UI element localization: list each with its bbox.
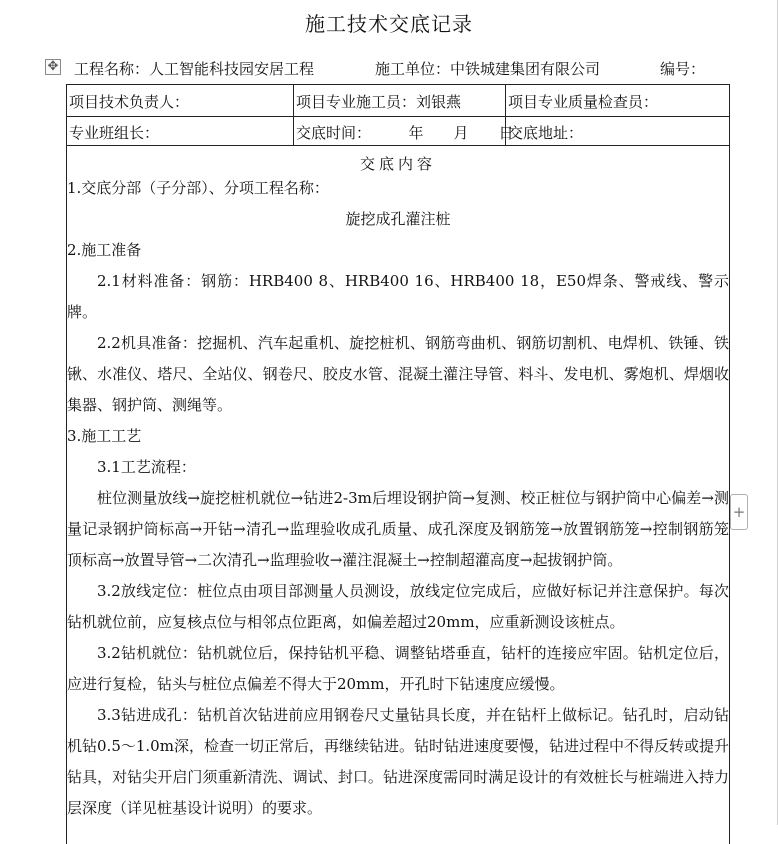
row-divider	[67, 116, 729, 117]
column-divider	[293, 85, 294, 145]
section-2-heading: 2.施工准备	[67, 241, 142, 259]
disclosure-time-cell[interactable]: 交底时间： 年 月 日	[296, 124, 514, 142]
work-item-name: 旋挖成孔灌注桩	[345, 210, 451, 228]
construction-unit: 施工单位：中铁城建集团有限公司	[375, 60, 601, 78]
equipment-preparation: 2.2机具准备：挖掘机、汽车起重机、旋挖桩机、钢筋弯曲机、钢筋切割机、电焊机、铁锤、铁锹、水准仪、塔尺、全站仪、钢卷尺、胶皮水管、混凝土灌注导管、料斗、发电机、雾炮机、焊烟收集器、钢护筒、测绳等。	[67, 334, 729, 414]
content-body[interactable]	[67, 173, 729, 824]
process-flow-text: 桩位测量放线→旋挖桩机就位→钻进2-3m后埋设钢护筒→复测、校正桩位与钢护筒中心偏差→测量记录钢护筒标高→开钻→清孔→监理验收成孔质量、成孔深度及钢筋笼→放置钢筋笼→控制钢筋笼顶标高→放置导管→二次清孔→监理验收→灌注混凝土→控制超灌高度→起拔钢护筒。	[67, 489, 729, 569]
tech-lead-cell[interactable]: 项目技术负责人：	[69, 93, 190, 111]
material-preparation: 2.1材料准备：钢筋：HRB400 8、HRB400 16、HRB400 18，E50焊条、警戒线、警示牌。	[67, 272, 729, 321]
row-divider	[67, 145, 729, 146]
disclosure-location-cell[interactable]: 交底地址：	[508, 124, 584, 142]
document-title: 施工技术交底记录	[305, 12, 473, 36]
positioning-text: 3.2放线定位：桩位点由项目部测量人员测设，放线定位完成后，应做好标记并注意保护。每次钻机就位前，应复核点位与相邻点位距离，如偏差超过20mm，应重新测设该桩点。	[67, 582, 729, 631]
table-move-handle-icon[interactable]: ✥	[45, 59, 61, 75]
add-column-plus-icon[interactable]: +	[730, 494, 748, 530]
process-flow-heading: 3.1工艺流程：	[97, 458, 196, 476]
section-3-heading: 3.施工工艺	[67, 427, 142, 445]
team-leader-cell[interactable]: 专业班组长：	[69, 124, 160, 142]
section-1-heading: 1.交底分部（子分部）、分项工程名称：	[67, 179, 329, 197]
disclosure-table	[66, 84, 730, 844]
content-section-title: 交底内容	[359, 155, 436, 173]
quality-inspector-cell[interactable]: 项目专业质量检查员：	[508, 93, 659, 111]
construction-staff-cell[interactable]: 项目专业施工员：刘银燕	[296, 93, 462, 111]
drilling-text: 3.3钻进成孔：钻机首次钻进前应用钢卷尺丈量钻具长度，并在钻杆上做标记。钻孔时，启动钻机钻0.5～1.0m深，检查一切正常后，再继续钻进。钻时钻进速度要慢，钻进过程中不得反转或提升钻具，对钻尖开启门须重新清洗、调试、封口。钻进深度需同时满足设计的有效桩长与桩端进入持力层深度（详见桩基设计说明）的要求。	[67, 706, 729, 817]
rig-positioning-text: 3.2钻机就位：钻机就位后，保持钻机平稳、调整钻塔垂直，钻杆的连接应牢固。钻机定位后，应进行复检，钻头与桩位点偏差不得大于20mm，开孔时下钻速度应缓慢。	[67, 644, 729, 693]
project-name: 工程名称：人工智能科技园安居工程	[74, 60, 315, 78]
document-number: 编号：	[660, 60, 706, 78]
